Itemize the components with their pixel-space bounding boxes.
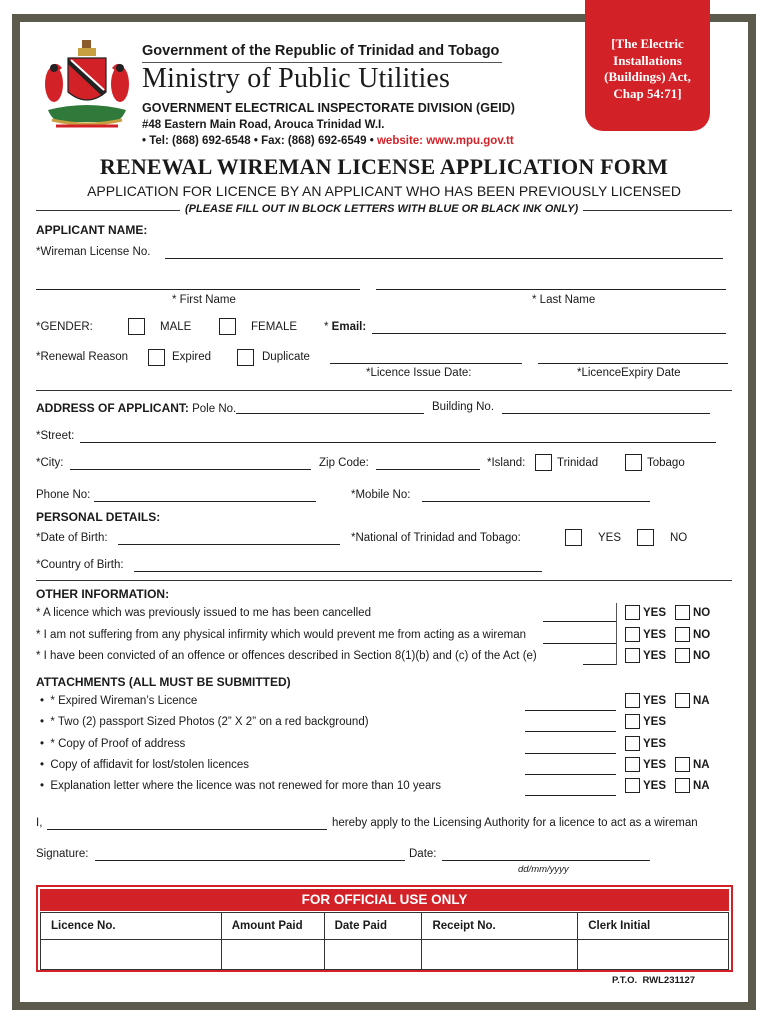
- col-date-paid: Date Paid: [324, 913, 422, 940]
- attachment-item-5: • Explanation letter where the licence was not renewed for more than 10 years: [40, 780, 442, 792]
- other-item-2-line: [543, 643, 616, 644]
- male-label: MALE: [160, 321, 192, 333]
- other-item-1-no-label: NO: [693, 607, 711, 619]
- expiry-date-field[interactable]: [538, 363, 728, 364]
- col-clerk-initial: Clerk Initial: [578, 913, 729, 940]
- male-checkbox[interactable]: [128, 318, 145, 335]
- country-label: *Country of Birth:: [36, 559, 124, 571]
- expired-checkbox[interactable]: [148, 349, 165, 366]
- other-item-2-yes-checkbox[interactable]: [625, 627, 640, 642]
- female-checkbox[interactable]: [219, 318, 236, 335]
- other-item-1: * A licence which was previously issued to me has been cancelled: [36, 607, 371, 619]
- official-header-row: [41, 913, 729, 940]
- attachment-item-3-line: [525, 753, 616, 754]
- duplicate-label: Duplicate: [262, 351, 310, 363]
- col-amount-paid: Amount Paid: [221, 913, 324, 940]
- other-item-2-no-checkbox[interactable]: [675, 627, 690, 642]
- national-no-checkbox[interactable]: [637, 529, 654, 546]
- attachment-item-5-line: [525, 795, 616, 796]
- dob-field[interactable]: [118, 544, 340, 545]
- phone-field[interactable]: [94, 501, 316, 502]
- issue-date-label: *Licence Issue Date:: [366, 367, 472, 379]
- form-title: RENEWAL WIREMAN LICENSE APPLICATION FORM: [99, 154, 669, 179]
- dob-label: *Date of Birth:: [36, 532, 108, 544]
- other-item-2-yes-label: YES: [643, 629, 667, 641]
- license-no-field[interactable]: [165, 258, 723, 259]
- email-field[interactable]: [372, 333, 726, 334]
- coat-of-arms-icon: [38, 36, 136, 134]
- receipt-no-cell[interactable]: [422, 940, 578, 970]
- mobile-label: *Mobile No:: [351, 489, 411, 501]
- building-no-field[interactable]: [502, 413, 710, 414]
- national-no-label: NO: [670, 532, 688, 544]
- other-item-1-yes-label: YES: [643, 607, 667, 619]
- act-tag-text: [The Electric Installations (Buildings) Act, Chap 54:71]: [604, 36, 691, 101]
- gender-label: *GENDER:: [36, 321, 93, 333]
- street-field[interactable]: [80, 442, 716, 443]
- mobile-field[interactable]: [422, 501, 650, 502]
- last-name-label: * Last Name: [532, 294, 596, 306]
- declaration-name-field[interactable]: [47, 829, 327, 830]
- contact-numbers: • Tel: (868) 692-6548 • Fax: (868) 692-6549 •: [142, 135, 374, 147]
- attachment-item-3: • * Copy of Proof of address: [40, 738, 186, 750]
- duplicate-checkbox[interactable]: [237, 349, 254, 366]
- clerk-initial-cell[interactable]: [578, 940, 729, 970]
- other-item-3-line: [583, 664, 616, 665]
- other-item-3-no-checkbox[interactable]: [675, 648, 690, 663]
- trinidad-checkbox[interactable]: [535, 454, 552, 471]
- attachment-item-3-yes-label: YES: [643, 738, 667, 750]
- divider-1: [36, 390, 732, 391]
- date-field[interactable]: [442, 860, 650, 861]
- attachment-item-2-yes-label: YES: [643, 716, 667, 728]
- attachment-item-1-yes-label: YES: [643, 695, 667, 707]
- first-name-field[interactable]: [36, 289, 360, 290]
- other-item-3-yes-label: YES: [643, 650, 667, 662]
- tobago-label: Tobago: [647, 457, 685, 469]
- footer-code: P.T.O. RWL231127: [612, 975, 696, 986]
- other-item-3-no-label: NO: [693, 650, 711, 662]
- signature-label: Signature:: [36, 848, 89, 860]
- attachment-item-1-na-label: NA: [693, 695, 710, 707]
- date-label: Date:: [409, 848, 437, 860]
- attachment-item-5-yes-label: YES: [643, 780, 667, 792]
- street-label: *Street:: [36, 430, 75, 442]
- declaration-text: hereby apply to the Licensing Authority for a licence to act as a wireman: [332, 817, 698, 829]
- other-item-2: * I am not suffering from any physical infirmity which would prevent me from acting as a wireman: [36, 629, 527, 641]
- attachment-item-4-yes-checkbox[interactable]: [625, 757, 640, 772]
- issue-date-field[interactable]: [330, 363, 522, 364]
- other-item-3-yes-checkbox[interactable]: [625, 648, 640, 663]
- attachment-item-4-yes-label: YES: [643, 759, 667, 771]
- attachment-item-3-yes-checkbox[interactable]: [625, 736, 640, 751]
- amount-paid-cell[interactable]: [221, 940, 324, 970]
- attachment-item-2-yes-checkbox[interactable]: [625, 714, 640, 729]
- licence-no-cell[interactable]: [41, 940, 222, 970]
- attachment-item-4: • Copy of affidavit for lost/stolen licences: [40, 759, 250, 771]
- building-no-label: Building No.: [432, 401, 495, 413]
- national-yes-label: YES: [598, 532, 622, 544]
- official-table: [40, 912, 729, 970]
- other-item-1-no-checkbox[interactable]: [675, 605, 690, 620]
- address-row-1: ADDRESS OF APPLICANT: Pole No.: [36, 401, 237, 415]
- contact-line: [142, 135, 514, 147]
- attachment-item-2-line: [525, 731, 616, 732]
- address-line: #48 Eastern Main Road, Arouca Trinidad W.I.: [142, 119, 385, 131]
- declaration-i: I,: [36, 817, 43, 829]
- renewal-reason-label: *Renewal Reason: [36, 351, 129, 363]
- date-format: dd/mm/yyyy: [518, 864, 569, 875]
- last-name-field[interactable]: [376, 289, 726, 290]
- instruction: (PLEASE FILL OUT IN BLOCK LETTERS WITH BLUE OR BLACK INK ONLY): [180, 203, 583, 215]
- zip-label: Zip Code:: [319, 457, 369, 469]
- island-label: *Island:: [487, 457, 526, 469]
- license-no-label: *Wireman License No.: [36, 246, 151, 258]
- zip-field[interactable]: [376, 469, 480, 470]
- attachment-item-5-na-label: NA: [693, 780, 710, 792]
- official-entry-row: [41, 940, 729, 970]
- national-label: *National of Trinidad and Tobago:: [351, 532, 521, 544]
- divider-2: [36, 580, 732, 581]
- expired-label: Expired: [172, 351, 211, 363]
- other-item-1-yes-checkbox[interactable]: [625, 605, 640, 620]
- signature-field[interactable]: [95, 860, 405, 861]
- female-label: FEMALE: [251, 321, 298, 333]
- other-item-3: * I have been convicted of an offence or offences described in Section 8(1)(b) and (c) of the Act (e): [36, 650, 537, 662]
- attachment-item-4-na-checkbox[interactable]: [675, 757, 690, 772]
- vertical-rule: [616, 603, 617, 665]
- division-line: GOVERNMENT ELECTRICAL INSPECTORATE DIVISION (GEID): [142, 101, 515, 115]
- trinidad-label: Trinidad: [557, 457, 599, 469]
- col-receipt-no: Receipt No.: [422, 913, 578, 940]
- attachment-item-1-line: [525, 710, 616, 711]
- other-section: OTHER INFORMATION:: [36, 587, 170, 601]
- national-yes-checkbox[interactable]: [565, 529, 582, 546]
- official-banner: FOR OFFICIAL USE ONLY: [40, 889, 729, 911]
- applicant-section: APPLICANT NAME:: [36, 223, 148, 237]
- attachment-item-1: • * Expired Wireman’s Licence: [40, 695, 198, 707]
- attachment-item-4-line: [525, 774, 616, 775]
- attachment-item-1-yes-checkbox[interactable]: [625, 693, 640, 708]
- city-field[interactable]: [70, 469, 311, 470]
- city-label: *City:: [36, 457, 64, 469]
- attachment-item-4-na-label: NA: [693, 759, 710, 771]
- form-subtitle: APPLICATION FOR LICENCE BY AN APPLICANT WHO HAS BEEN PREVIOUSLY LICENSED: [87, 183, 681, 199]
- phone-label: Phone No:: [36, 489, 91, 501]
- first-name-label: * First Name: [172, 294, 236, 306]
- attachments-section: ATTACHMENTS (ALL MUST BE SUBMITTED): [36, 675, 291, 689]
- col-licence-no: Licence No.: [41, 913, 222, 940]
- other-item-1-line: [543, 621, 616, 622]
- email-label: * Email:: [324, 321, 367, 333]
- attachment-item-2: • * Two (2) passport Sized Photos (2” X 2” on a red background): [40, 716, 369, 728]
- tobago-checkbox[interactable]: [625, 454, 642, 471]
- personal-section: PERSONAL DETAILS:: [36, 510, 161, 524]
- ministry-title: Ministry of Public Utilities: [142, 63, 451, 94]
- gov-line: Government of the Republic of Trinidad and Tobago: [142, 43, 500, 59]
- date-paid-cell[interactable]: [324, 940, 422, 970]
- attachment-item-1-na-checkbox[interactable]: [675, 693, 690, 708]
- attachment-item-5-yes-checkbox[interactable]: [625, 778, 640, 793]
- attachment-item-5-na-checkbox[interactable]: [675, 778, 690, 793]
- country-field[interactable]: [134, 571, 542, 572]
- website-link[interactable]: website: www.mpu.gov.tt: [376, 135, 514, 147]
- expiry-date-label: *LicenceExpiry Date: [577, 367, 681, 379]
- pole-no-field[interactable]: [236, 413, 424, 414]
- other-item-2-no-label: NO: [693, 629, 711, 641]
